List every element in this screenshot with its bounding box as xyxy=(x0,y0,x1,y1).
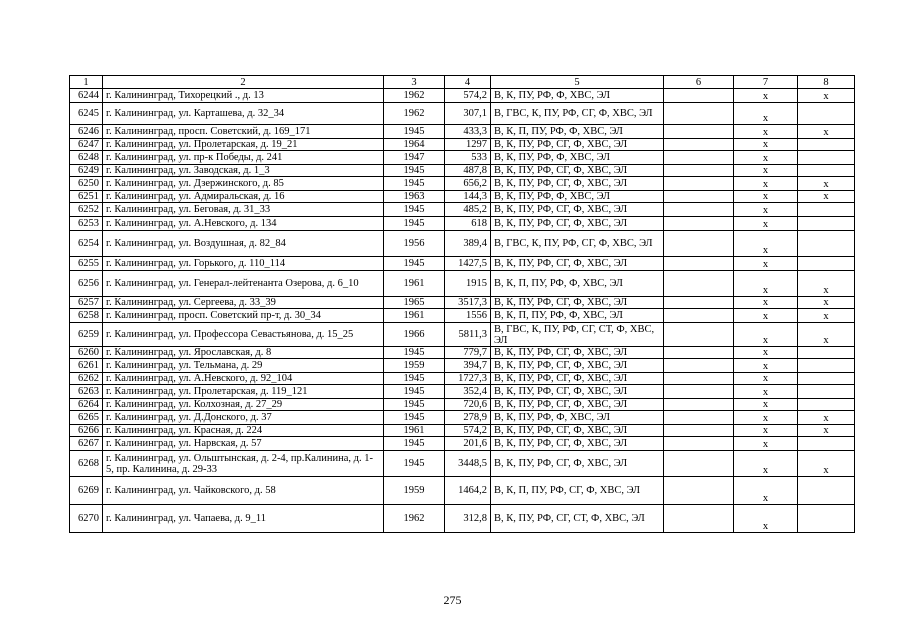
year-cell: 1945 xyxy=(384,125,445,139)
table-row xyxy=(70,231,855,257)
equipment-cell: В, К, ПУ, РФ, СГ, Ф, ХВС, ЭЛ xyxy=(491,257,664,271)
column-6-cell xyxy=(664,89,734,103)
address-cell: г. Калининград, ул. Заводская, д. 1_3 xyxy=(103,165,384,177)
area-cell: 1556 xyxy=(445,309,491,323)
equipment-cell: В, К, ПУ, РФ, Ф, ХВС, ЭЛ xyxy=(491,191,664,203)
area-cell: 1427,5 xyxy=(445,257,491,271)
column-6-cell xyxy=(664,231,734,257)
column-8-cell: х xyxy=(798,177,855,191)
column-8-cell: х xyxy=(798,425,855,437)
area-cell: 144,3 xyxy=(445,191,491,203)
equipment-cell: В, К, ПУ, РФ, СГ, Ф, ХВС, ЭЛ xyxy=(491,177,664,191)
column-8-cell: х xyxy=(798,451,855,477)
equipment-cell: В, К, ПУ, РФ, СГ, СТ, Ф, ХВС, ЭЛ xyxy=(491,505,664,533)
year-cell: 1945 xyxy=(384,257,445,271)
equipment-cell: В, К, П, ПУ, РФ, Ф, ХВС, ЭЛ xyxy=(491,271,664,297)
column-8-cell: х xyxy=(798,309,855,323)
column-8-cell: х xyxy=(798,411,855,425)
column-6-cell xyxy=(664,139,734,151)
column-7-cell: х xyxy=(734,177,798,191)
column-6-cell xyxy=(664,103,734,125)
column-6-cell xyxy=(664,257,734,271)
table-row xyxy=(70,359,855,373)
column-6-cell xyxy=(664,425,734,437)
column-6-cell xyxy=(664,399,734,411)
column-8-cell xyxy=(798,139,855,151)
table-row xyxy=(70,347,855,359)
header-cell: 4 xyxy=(445,76,491,89)
address-cell: г. Калининград, ул. Беговая, д. 31_33 xyxy=(103,203,384,217)
row-number-cell: 6254 xyxy=(70,231,103,257)
column-8-cell xyxy=(798,257,855,271)
area-cell: 278,9 xyxy=(445,411,491,425)
area-cell: 312,8 xyxy=(445,505,491,533)
column-6-cell xyxy=(664,385,734,399)
row-number-cell: 6257 xyxy=(70,297,103,309)
year-cell: 1963 xyxy=(384,191,445,203)
equipment-cell: В, ГВС, К, ПУ, РФ, СГ, Ф, ХВС, ЭЛ xyxy=(491,103,664,125)
table-row xyxy=(70,139,855,151)
equipment-cell: В, ГВС, К, ПУ, РФ, СГ, СТ, Ф, ХВС, ЭЛ xyxy=(491,323,664,347)
equipment-cell: В, К, ПУ, РФ, СГ, Ф, ХВС, ЭЛ xyxy=(491,217,664,231)
header-cell: 1 xyxy=(70,76,103,89)
address-cell: г. Калининград, ул. Тельмана, д. 29 xyxy=(103,359,384,373)
year-cell: 1945 xyxy=(384,165,445,177)
address-cell: г. Калининград, ул. Адмиральская, д. 16 xyxy=(103,191,384,203)
column-7-cell: х xyxy=(734,411,798,425)
column-7-cell: х xyxy=(734,203,798,217)
table-row xyxy=(70,125,855,139)
year-cell: 1945 xyxy=(384,373,445,385)
column-6-cell xyxy=(664,165,734,177)
address-cell: г. Калининград, ул. пр-к Победы, д. 241 xyxy=(103,151,384,165)
area-cell: 574,2 xyxy=(445,425,491,437)
equipment-cell: В, К, ПУ, РФ, Ф, ХВС, ЭЛ xyxy=(491,151,664,165)
column-6-cell xyxy=(664,359,734,373)
column-8-cell xyxy=(798,399,855,411)
area-cell: 1297 xyxy=(445,139,491,151)
year-cell: 1945 xyxy=(384,399,445,411)
equipment-cell: В, К, ПУ, РФ, СГ, Ф, ХВС, ЭЛ xyxy=(491,297,664,309)
equipment-cell: В, ГВС, К, ПУ, РФ, СГ, Ф, ХВС, ЭЛ xyxy=(491,231,664,257)
table-row xyxy=(70,323,855,347)
row-number-cell: 6252 xyxy=(70,203,103,217)
table-row xyxy=(70,217,855,231)
row-number-cell: 6259 xyxy=(70,323,103,347)
table-row xyxy=(70,309,855,323)
header-cell: 7 xyxy=(734,76,798,89)
year-cell: 1945 xyxy=(384,203,445,217)
column-6-cell xyxy=(664,125,734,139)
address-cell: г. Калининград, ул. Пролетарская, д. 19_21 xyxy=(103,139,384,151)
table-row xyxy=(70,151,855,165)
address-cell: г. Калининград, ул. Дзержинского, д. 85 xyxy=(103,177,384,191)
header-cell: 5 xyxy=(491,76,664,89)
address-cell: г. Калининград, ул. Колхозная, д. 27_29 xyxy=(103,399,384,411)
table-row xyxy=(70,505,855,533)
year-cell: 1947 xyxy=(384,151,445,165)
table-row xyxy=(70,89,855,103)
column-7-cell: х xyxy=(734,359,798,373)
address-cell: г. Калининград, ул. Красная, д. 224 xyxy=(103,425,384,437)
column-6-cell xyxy=(664,297,734,309)
equipment-cell: В, К, П, ПУ, РФ, Ф, ХВС, ЭЛ xyxy=(491,125,664,139)
row-number-cell: 6256 xyxy=(70,271,103,297)
table-row xyxy=(70,203,855,217)
address-cell: г. Калининград, ул. Сергеева, д. 33_39 xyxy=(103,297,384,309)
area-cell: 1727,3 xyxy=(445,373,491,385)
area-cell: 487,8 xyxy=(445,165,491,177)
row-number-cell: 6264 xyxy=(70,399,103,411)
column-6-cell xyxy=(664,309,734,323)
row-number-cell: 6260 xyxy=(70,347,103,359)
year-cell: 1945 xyxy=(384,347,445,359)
year-cell: 1956 xyxy=(384,231,445,257)
equipment-cell: В, К, ПУ, РФ, СГ, Ф, ХВС, ЭЛ xyxy=(491,425,664,437)
address-cell: г. Калининград, Тихорецкий ., д. 13 xyxy=(103,89,384,103)
page-number: 275 xyxy=(443,593,462,607)
year-cell: 1945 xyxy=(384,217,445,231)
column-8-cell: х xyxy=(798,89,855,103)
area-cell: 533 xyxy=(445,151,491,165)
equipment-cell: В, К, П, ПУ, РФ, СГ, Ф, ХВС, ЭЛ xyxy=(491,477,664,505)
equipment-cell: В, К, ПУ, РФ, СГ, Ф, ХВС, ЭЛ xyxy=(491,359,664,373)
area-cell: 394,7 xyxy=(445,359,491,373)
area-cell: 1915 xyxy=(445,271,491,297)
column-6-cell xyxy=(664,151,734,165)
column-8-cell: х xyxy=(798,297,855,309)
column-7-cell: х xyxy=(734,297,798,309)
equipment-cell: В, К, ПУ, РФ, СГ, Ф, ХВС, ЭЛ xyxy=(491,399,664,411)
column-7-cell: х xyxy=(734,217,798,231)
table-row xyxy=(70,373,855,385)
area-cell: 3448,5 xyxy=(445,451,491,477)
column-8-cell xyxy=(798,103,855,125)
header-cell: 2 xyxy=(103,76,384,89)
area-cell: 307,1 xyxy=(445,103,491,125)
row-number-cell: 6253 xyxy=(70,217,103,231)
column-7-cell: х xyxy=(734,309,798,323)
year-cell: 1962 xyxy=(384,505,445,533)
equipment-cell: В, К, ПУ, РФ, Ф, ХВС, ЭЛ xyxy=(491,89,664,103)
year-cell: 1966 xyxy=(384,323,445,347)
area-cell: 433,3 xyxy=(445,125,491,139)
column-7-cell: х xyxy=(734,89,798,103)
equipment-cell: В, К, ПУ, РФ, СГ, Ф, ХВС, ЭЛ xyxy=(491,139,664,151)
address-cell: г. Калининград, ул. Карташева, д. 32_34 xyxy=(103,103,384,125)
address-cell: г. Калининград, ул. А.Невского, д. 92_104 xyxy=(103,373,384,385)
column-7-cell: х xyxy=(734,385,798,399)
table-row xyxy=(70,477,855,505)
year-cell: 1962 xyxy=(384,89,445,103)
column-6-cell xyxy=(664,437,734,451)
column-8-cell xyxy=(798,347,855,359)
row-number-cell: 6262 xyxy=(70,373,103,385)
column-8-cell xyxy=(798,217,855,231)
column-8-cell xyxy=(798,505,855,533)
column-6-cell xyxy=(664,323,734,347)
address-cell: г. Калининград, ул. Д.Донского, д. 37 xyxy=(103,411,384,425)
address-cell: г. Калининград, ул. Воздушная, д. 82_84 xyxy=(103,231,384,257)
equipment-cell: В, К, ПУ, РФ, СГ, Ф, ХВС, ЭЛ xyxy=(491,385,664,399)
address-cell: г. Калининград, ул. Ольштынская, д. 2-4, пр.Калинина, д. 1-5, пр. Калинина, д. 29-33 xyxy=(103,451,384,477)
year-cell: 1945 xyxy=(384,385,445,399)
area-cell: 720,6 xyxy=(445,399,491,411)
area-cell: 389,4 xyxy=(445,231,491,257)
address-cell: г. Калининград, ул. А.Невского, д. 134 xyxy=(103,217,384,231)
column-8-cell xyxy=(798,231,855,257)
row-number-cell: 6258 xyxy=(70,309,103,323)
column-6-cell xyxy=(664,505,734,533)
column-7-cell: х xyxy=(734,437,798,451)
column-8-cell xyxy=(798,373,855,385)
row-number-cell: 6244 xyxy=(70,89,103,103)
column-8-cell xyxy=(798,359,855,373)
column-7-cell: х xyxy=(734,399,798,411)
header-cell: 6 xyxy=(664,76,734,89)
column-7-cell: х xyxy=(734,103,798,125)
area-cell: 352,4 xyxy=(445,385,491,399)
table-row xyxy=(70,437,855,451)
column-8-cell xyxy=(798,203,855,217)
column-7-cell: х xyxy=(734,477,798,505)
address-cell: г. Калининград, ул. Генерал-лейтенанта Озерова, д. 6_10 xyxy=(103,271,384,297)
equipment-cell: В, К, П, ПУ, РФ, Ф, ХВС, ЭЛ xyxy=(491,309,664,323)
row-number-cell: 6250 xyxy=(70,177,103,191)
year-cell: 1959 xyxy=(384,477,445,505)
header-row xyxy=(70,76,855,89)
address-cell: г. Калининград, ул. Ярославская, д. 8 xyxy=(103,347,384,359)
row-number-cell: 6247 xyxy=(70,139,103,151)
column-7-cell: х xyxy=(734,505,798,533)
row-number-cell: 6245 xyxy=(70,103,103,125)
column-6-cell xyxy=(664,451,734,477)
column-7-cell: х xyxy=(734,347,798,359)
table-row xyxy=(70,271,855,297)
year-cell: 1964 xyxy=(384,139,445,151)
address-cell: г. Калининград, ул. Пролетарская, д. 119_121 xyxy=(103,385,384,399)
table-row xyxy=(70,385,855,399)
address-cell: г. Калининград, ул. Чапаева, д. 9_11 xyxy=(103,505,384,533)
column-7-cell: х xyxy=(734,139,798,151)
area-cell: 618 xyxy=(445,217,491,231)
column-7-cell: х xyxy=(734,257,798,271)
year-cell: 1945 xyxy=(384,411,445,425)
column-8-cell: х xyxy=(798,191,855,203)
address-cell: г. Калининград, просп. Советский, д. 169_171 xyxy=(103,125,384,139)
column-6-cell xyxy=(664,373,734,385)
address-cell: г. Калининград, ул. Профессора Севастьянова, д. 15_25 xyxy=(103,323,384,347)
header-cell: 8 xyxy=(798,76,855,89)
column-6-cell xyxy=(664,217,734,231)
row-number-cell: 6269 xyxy=(70,477,103,505)
column-7-cell: х xyxy=(734,125,798,139)
area-cell: 656,2 xyxy=(445,177,491,191)
year-cell: 1945 xyxy=(384,177,445,191)
column-7-cell: х xyxy=(734,451,798,477)
row-number-cell: 6266 xyxy=(70,425,103,437)
column-8-cell: х xyxy=(798,271,855,297)
column-6-cell xyxy=(664,477,734,505)
row-number-cell: 6255 xyxy=(70,257,103,271)
row-number-cell: 6270 xyxy=(70,505,103,533)
column-6-cell xyxy=(664,411,734,425)
column-8-cell: х xyxy=(798,323,855,347)
column-6-cell xyxy=(664,203,734,217)
equipment-cell: В, К, ПУ, РФ, СГ, Ф, ХВС, ЭЛ xyxy=(491,203,664,217)
column-7-cell: х xyxy=(734,231,798,257)
row-number-cell: 6251 xyxy=(70,191,103,203)
area-cell: 779,7 xyxy=(445,347,491,359)
area-cell: 201,6 xyxy=(445,437,491,451)
area-cell: 5811,3 xyxy=(445,323,491,347)
table-row xyxy=(70,257,855,271)
column-8-cell xyxy=(798,151,855,165)
column-8-cell xyxy=(798,477,855,505)
column-7-cell: х xyxy=(734,151,798,165)
table-row xyxy=(70,425,855,437)
table-row xyxy=(70,451,855,477)
row-number-cell: 6263 xyxy=(70,385,103,399)
year-cell: 1945 xyxy=(384,437,445,451)
column-7-cell: х xyxy=(734,425,798,437)
table-row xyxy=(70,297,855,309)
table-row xyxy=(70,399,855,411)
column-7-cell: х xyxy=(734,323,798,347)
area-cell: 3517,3 xyxy=(445,297,491,309)
row-number-cell: 6267 xyxy=(70,437,103,451)
year-cell: 1961 xyxy=(384,309,445,323)
housing-table xyxy=(69,75,855,533)
header-cell: 3 xyxy=(384,76,445,89)
column-8-cell: х xyxy=(798,125,855,139)
address-cell: г. Калининград, ул. Нарвская, д. 57 xyxy=(103,437,384,451)
table-row xyxy=(70,411,855,425)
year-cell: 1961 xyxy=(384,425,445,437)
table-row xyxy=(70,103,855,125)
column-6-cell xyxy=(664,271,734,297)
year-cell: 1965 xyxy=(384,297,445,309)
year-cell: 1961 xyxy=(384,271,445,297)
column-7-cell: х xyxy=(734,373,798,385)
area-cell: 574,2 xyxy=(445,89,491,103)
column-8-cell xyxy=(798,165,855,177)
table-row xyxy=(70,165,855,177)
column-7-cell: х xyxy=(734,271,798,297)
equipment-cell: В, К, ПУ, РФ, СГ, Ф, ХВС, ЭЛ xyxy=(491,373,664,385)
row-number-cell: 6268 xyxy=(70,451,103,477)
address-cell: г. Калининград, просп. Советский пр-т, д. 30_34 xyxy=(103,309,384,323)
year-cell: 1962 xyxy=(384,103,445,125)
equipment-cell: В, К, ПУ, РФ, СГ, Ф, ХВС, ЭЛ xyxy=(491,437,664,451)
column-6-cell xyxy=(664,191,734,203)
table-row xyxy=(70,191,855,203)
column-8-cell xyxy=(798,385,855,399)
row-number-cell: 6265 xyxy=(70,411,103,425)
area-cell: 1464,2 xyxy=(445,477,491,505)
address-cell: г. Калининград, ул. Горького, д. 110_114 xyxy=(103,257,384,271)
address-cell: г. Калининград, ул. Чайковского, д. 58 xyxy=(103,477,384,505)
row-number-cell: 6261 xyxy=(70,359,103,373)
equipment-cell: В, К, ПУ, РФ, СГ, Ф, ХВС, ЭЛ xyxy=(491,165,664,177)
row-number-cell: 6246 xyxy=(70,125,103,139)
column-8-cell xyxy=(798,437,855,451)
equipment-cell: В, К, ПУ, РФ, Ф, ХВС, ЭЛ xyxy=(491,411,664,425)
row-number-cell: 6249 xyxy=(70,165,103,177)
column-7-cell: х xyxy=(734,191,798,203)
year-cell: 1959 xyxy=(384,359,445,373)
column-6-cell xyxy=(664,347,734,359)
column-7-cell: х xyxy=(734,165,798,177)
column-6-cell xyxy=(664,177,734,191)
year-cell: 1945 xyxy=(384,451,445,477)
table-row xyxy=(70,177,855,191)
area-cell: 485,2 xyxy=(445,203,491,217)
equipment-cell: В, К, ПУ, РФ, СГ, Ф, ХВС, ЭЛ xyxy=(491,347,664,359)
equipment-cell: В, К, ПУ, РФ, СГ, Ф, ХВС, ЭЛ xyxy=(491,451,664,477)
row-number-cell: 6248 xyxy=(70,151,103,165)
